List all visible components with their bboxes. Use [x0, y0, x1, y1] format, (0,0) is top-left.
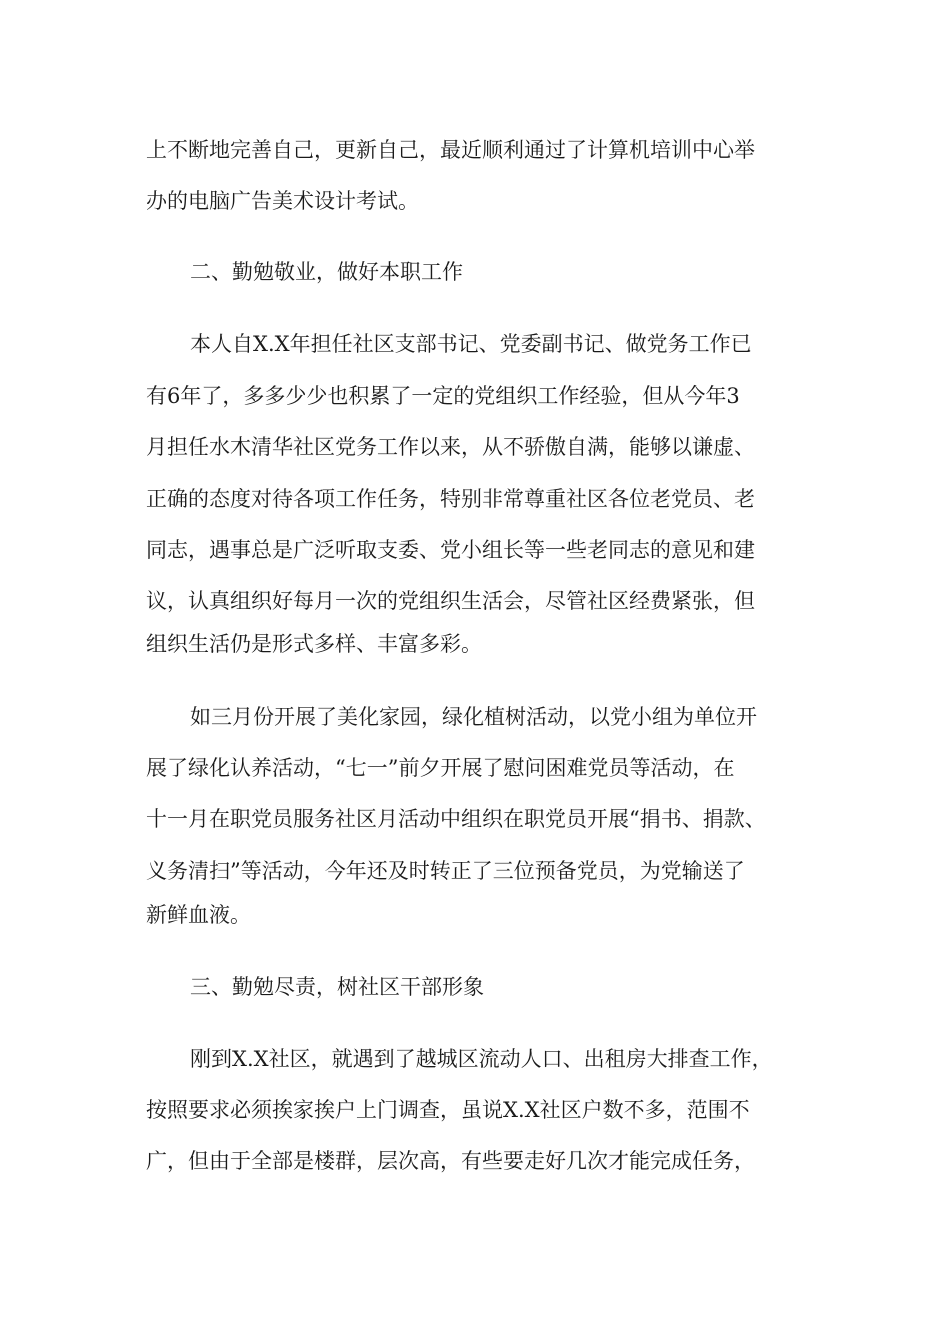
paragraph-line: 办的电脑广告美术设计考试。 [146, 189, 419, 213]
section-heading: 三、勤勉尽责，树社区干部形象 [190, 975, 484, 999]
paragraph-line: 刚到X.X社区，就遇到了越城区流动人口、出租房大排查工作， [190, 1047, 773, 1071]
paragraph-line: 按照要求必须挨家挨户上门调查，虽说X.X社区户数不多，范围不 [146, 1098, 750, 1122]
paragraph-line: 本人自X.X年担任社区支部书记、党委副书记、做党务工作已 [190, 332, 752, 356]
paragraph-line: 有6年了，多多少少也积累了一定的党组织工作经验，但从今年3 [146, 384, 740, 408]
paragraph-line: 广，但由于全部是楼群，层次高，有些要走好几次才能完成任务， [146, 1149, 755, 1173]
paragraph-line: 展了绿化认养活动，“七一”前夕开展了慰问困难党员等活动，在 [146, 756, 735, 780]
paragraph-line: 如三月份开展了美化家园，绿化植树活动，以党小组为单位开 [190, 705, 757, 729]
section-heading: 二、勤勉敬业，做好本职工作 [190, 260, 463, 284]
paragraph-line: 义务清扫”等活动，今年还及时转正了三位预备党员，为党输送了 [146, 859, 745, 883]
paragraph-line: 正确的态度对待各项工作任务，特别非常尊重社区各位老党员、老 [146, 487, 755, 511]
paragraph-line: 月担任水木清华社区党务工作以来，从不骄傲自满，能够以谦虚、 [146, 435, 755, 459]
paragraph-line: 新鲜血液。 [146, 903, 251, 927]
paragraph-line: 组织生活仍是形式多样、丰富多彩。 [146, 632, 482, 656]
paragraph-line: 十一月在职党员服务社区月活动中组织在职党员开展“捐书、捐款、 [146, 807, 766, 831]
paragraph-line: 上不断地完善自己，更新自己，最近顺利通过了计算机培训中心举 [146, 138, 755, 162]
paragraph-line: 同志，遇事总是广泛听取支委、党小组长等一些老同志的意见和建 [146, 538, 755, 562]
paragraph-line: 议，认真组织好每月一次的党组织生活会，尽管社区经费紧张，但 [146, 589, 755, 613]
